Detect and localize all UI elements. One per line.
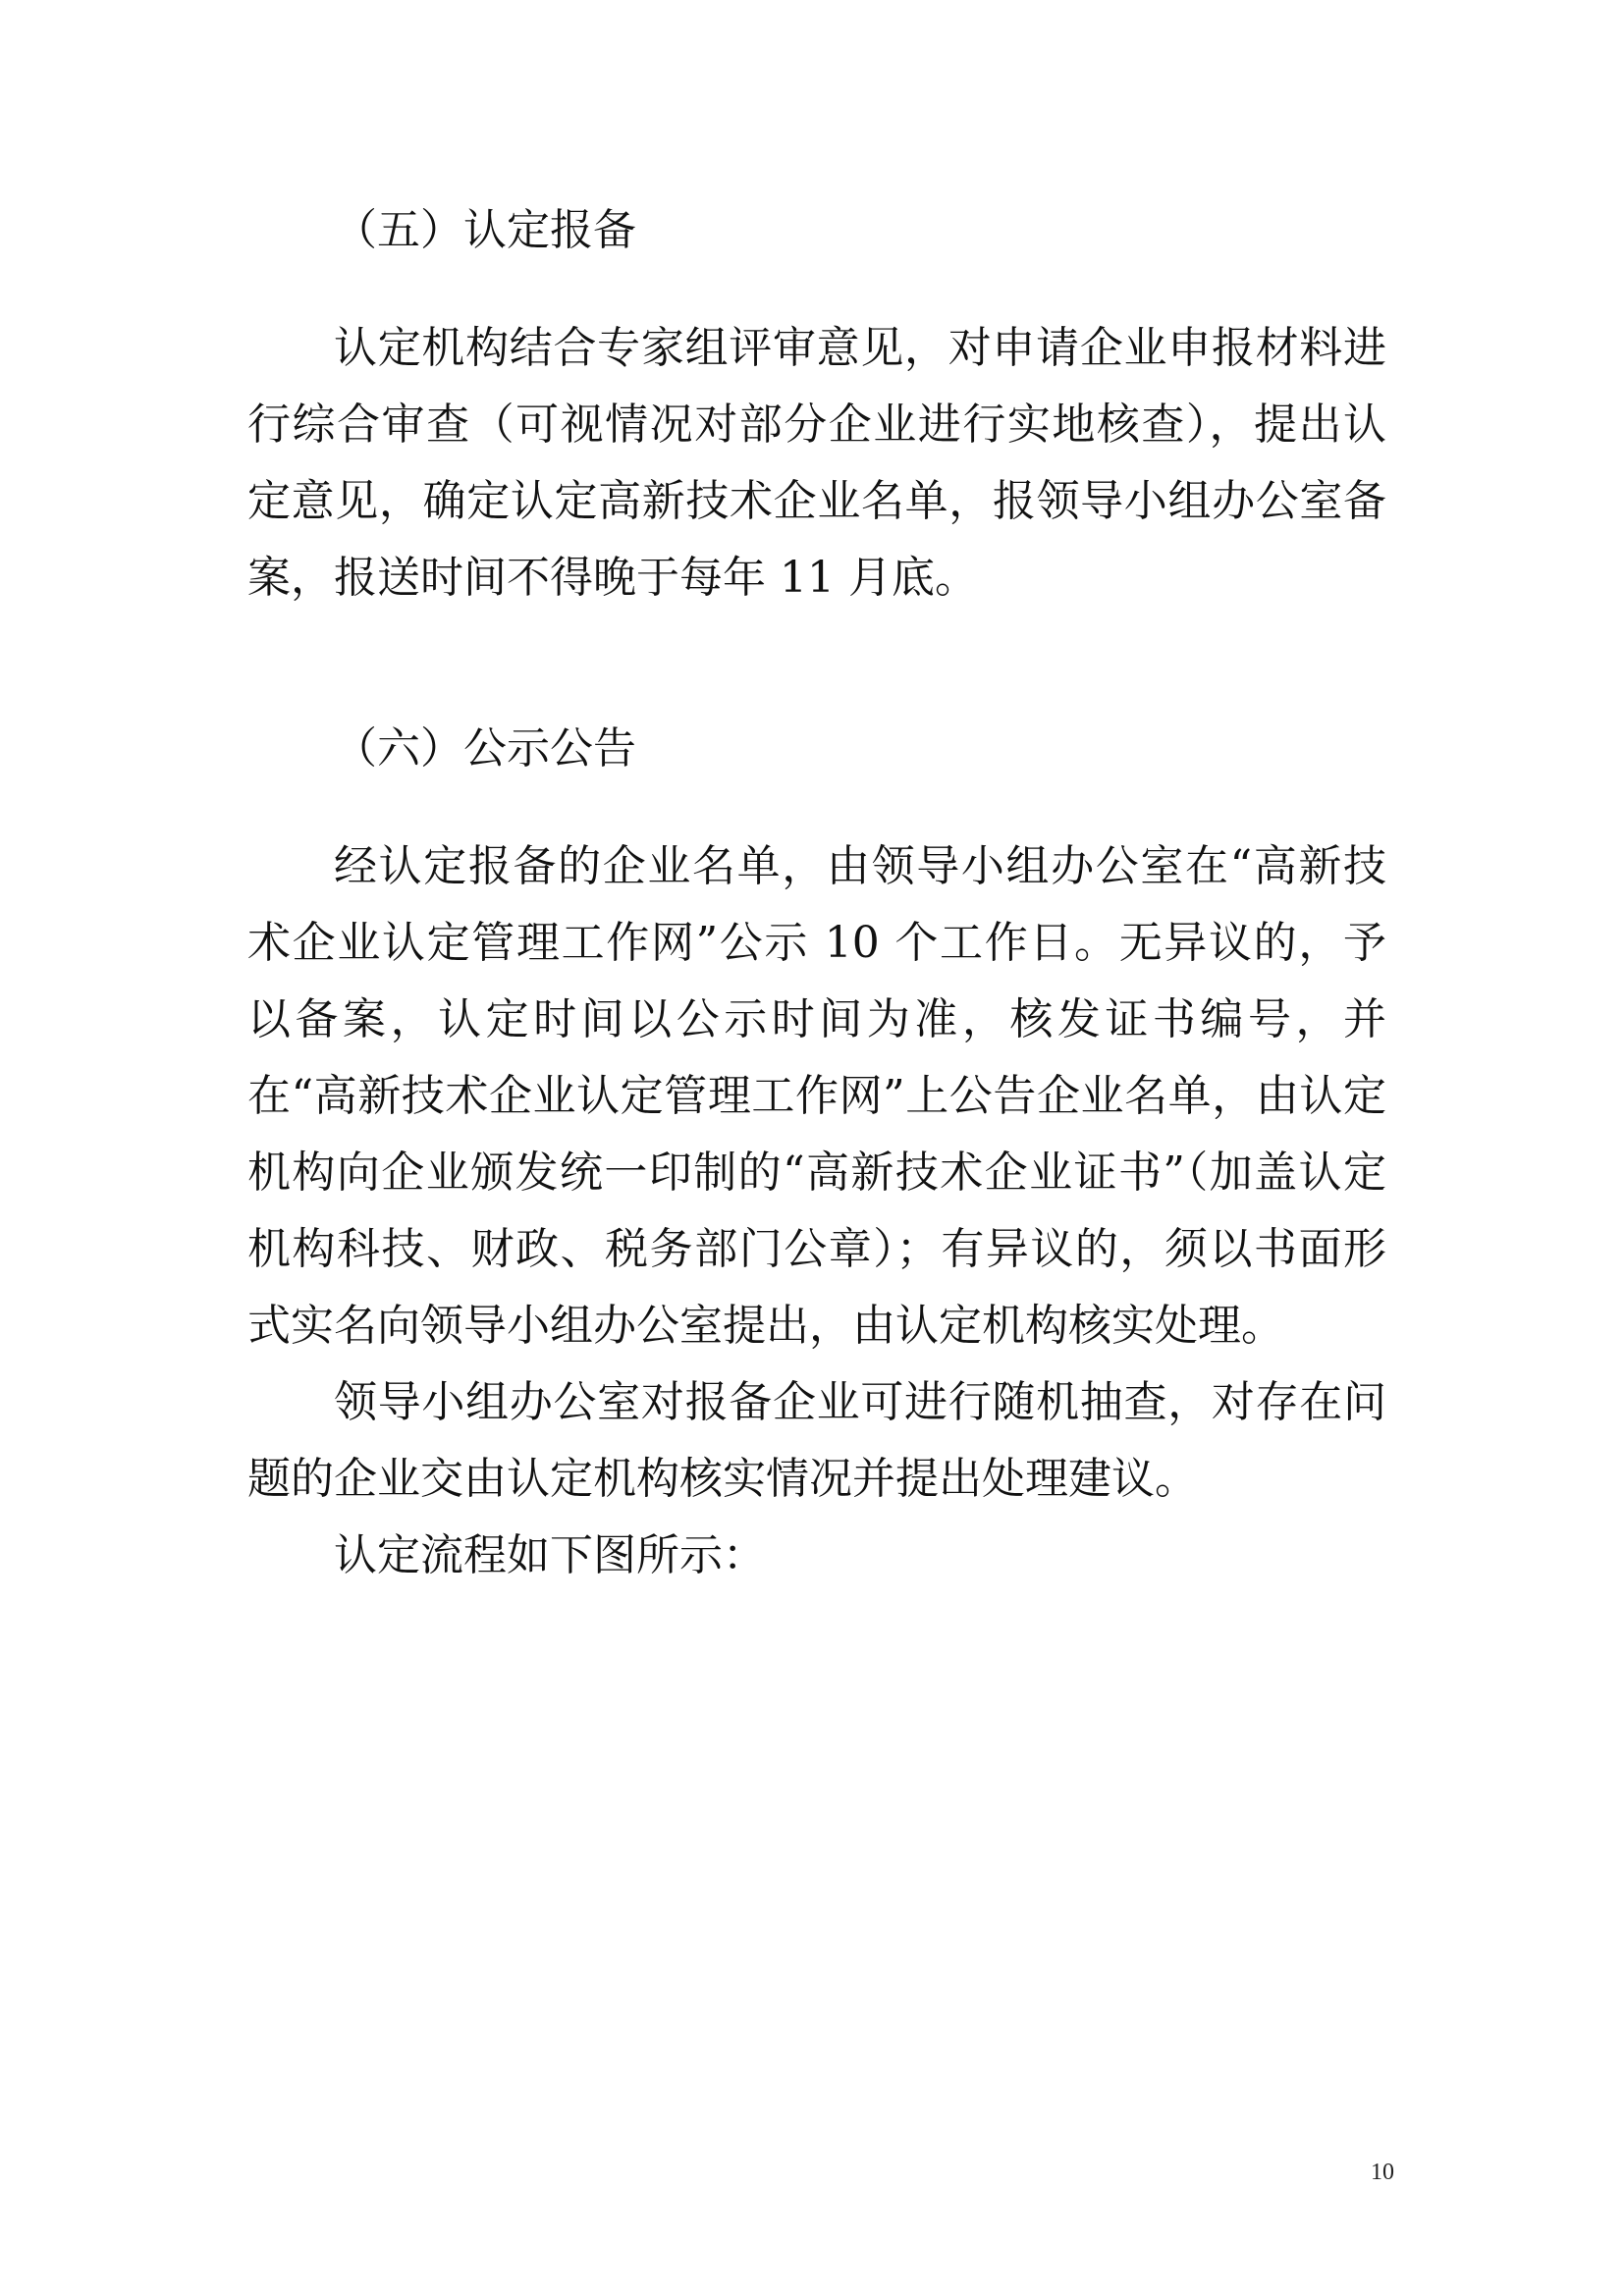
paragraph-filing-review: 认定机构结合专家组评审意见，对申请企业申报材料进行综合审查（可视情况对部分企业进行实地核查），提出认定意见，确定认定高新技术企业名单，报领导小组办公室备案，报送时间不得晚于每年 11 月底。 [247, 323, 1386, 603]
page-number: 10 [1371, 2160, 1394, 2185]
paragraph-random-inspection: 领导小组办公室对报备企业可进行随机抽查，对存在问题的企业交由认定机构核实情况并提出处理建议。 [247, 1377, 1386, 1504]
section-heading-filing: （五）认定报备 [334, 205, 636, 255]
paragraph-process-intro: 认定流程如下图所示： [334, 1530, 766, 1580]
section-heading-publicity: （六）公示公告 [334, 723, 636, 774]
page-content [247, 192, 1386, 1594]
paragraph-publicity-announcement: 经认定报备的企业名单，由领导小组办公室在“高新技术企业认定管理工作网”公示 10 个工作日。无异议的，予以备案，认定时间以公示时间为准，核发证书编号，并在“高新技术企业认定管理工作网”上公告企业名单，由认定机构向企业颁发统一印制的“高新技术企业证书”（加盖认定机构科技、财政、税务部门公章）；有异议的，须以书面形式实名向领导小组办公室提出，由认定机构核实处理。 [247, 841, 1386, 1351]
